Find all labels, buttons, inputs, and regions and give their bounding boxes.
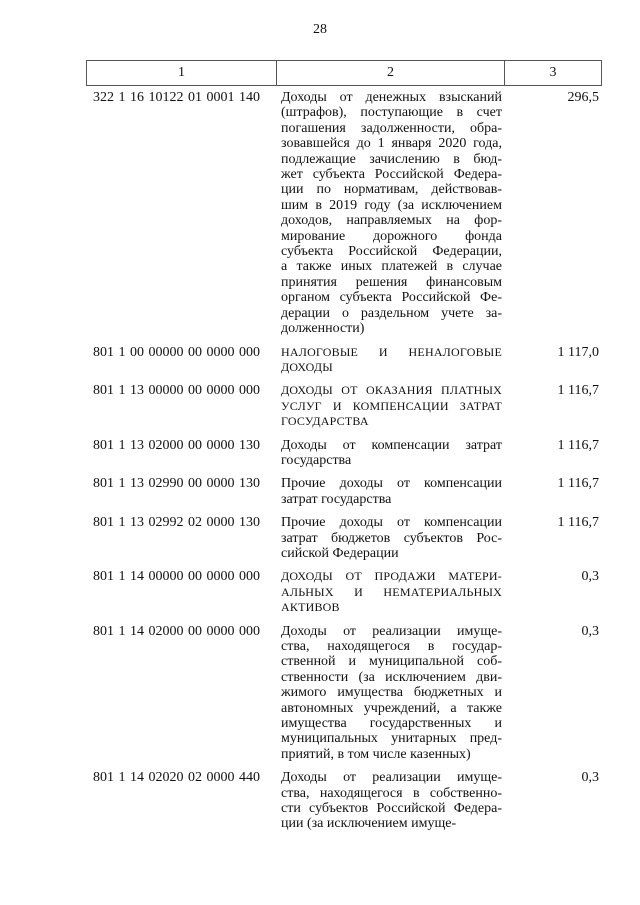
description-line: а также иных платежей в случае bbox=[281, 259, 502, 275]
revenue-description bbox=[281, 90, 502, 337]
revenue-code: 801 1 14 02000 00 0000 000 bbox=[93, 623, 260, 639]
description-line: дерации о раздельном учете за- bbox=[281, 305, 502, 321]
revenue-description bbox=[281, 383, 502, 429]
description-line: НАЛОГОВЫЕ И НЕНАЛОГОВЫЕ bbox=[281, 344, 502, 359]
amount-value: 0,3 bbox=[581, 623, 599, 639]
description-line: ства, находящегося в собственно- bbox=[281, 785, 502, 801]
revenue-code: 801 1 13 02992 02 0000 130 bbox=[93, 515, 260, 531]
description-line: принятия решения финансовым bbox=[281, 274, 502, 290]
revenue-description bbox=[281, 476, 502, 507]
column-header-1: 1 bbox=[87, 61, 277, 86]
table-row bbox=[93, 345, 599, 376]
amount-value: 0,3 bbox=[581, 569, 599, 585]
description-line: имущества государственных и bbox=[281, 716, 502, 732]
column-header-2: 2 bbox=[277, 61, 505, 86]
revenue-description bbox=[281, 438, 502, 469]
description-line: мирование дорожного фонда bbox=[281, 228, 502, 244]
description-line: жет субъекта Российской Федера- bbox=[281, 167, 502, 183]
description-line: сти субъектов Российской Федера- bbox=[281, 801, 502, 817]
description-line: органом субъекта Российской Фе- bbox=[281, 290, 502, 306]
revenue-description bbox=[281, 569, 502, 615]
description-line: ственной и муниципальной соб- bbox=[281, 654, 502, 670]
description-line: шим в 2019 году (за исключением bbox=[281, 197, 502, 213]
table-row bbox=[93, 383, 599, 429]
description-line: приятий, в том числе казенных) bbox=[281, 746, 471, 762]
description-line: АКТИВОВ bbox=[281, 600, 340, 615]
description-line: субъекта Российской Федерации, bbox=[281, 244, 502, 260]
revenue-description bbox=[281, 515, 502, 561]
table-row bbox=[93, 476, 599, 507]
description-line: ции по нормативам, действовав- bbox=[281, 182, 502, 198]
description-line: подлежащие зачислению в бюд- bbox=[281, 151, 502, 167]
description-line: Доходы от компенсации затрат bbox=[281, 437, 502, 453]
table-row bbox=[93, 770, 599, 832]
description-line: АЛЬНЫХ И НЕМАТЕРИАЛЬНЫХ bbox=[281, 584, 502, 599]
revenue-code: 801 1 00 00000 00 0000 000 bbox=[93, 344, 260, 360]
amount-value: 1 116,7 bbox=[557, 476, 599, 492]
table-row bbox=[93, 569, 599, 615]
revenue-code: 322 1 16 10122 01 0001 140 bbox=[93, 90, 260, 105]
revenue-code: 801 1 13 02000 00 0000 130 bbox=[93, 437, 260, 453]
table-row bbox=[93, 515, 599, 561]
amount-value: 1 117,0 bbox=[557, 344, 599, 360]
description-line: ДОХОДЫ ОТ ПРОДАЖИ МАТЕРИ- bbox=[281, 569, 502, 584]
description-line: муниципальных унитарных пред- bbox=[281, 731, 502, 747]
description-line: затрат государства bbox=[281, 491, 392, 507]
description-line: Доходы от реализации имуще- bbox=[281, 770, 502, 786]
revenue-code: 801 1 14 02020 02 0000 440 bbox=[93, 770, 260, 786]
revenue-description bbox=[281, 345, 502, 376]
revenue-code: 801 1 13 00000 00 0000 000 bbox=[93, 383, 260, 399]
description-line: Доходы от реализации имуще- bbox=[281, 623, 502, 639]
description-line: ственности (за исключением дви- bbox=[281, 669, 502, 685]
description-line: зовавшейся до 1 января 2020 года, bbox=[281, 136, 502, 152]
description-line: ДОХОДЫ bbox=[281, 359, 333, 374]
description-line: жимого имущества бюджетных и bbox=[281, 685, 502, 701]
table-row bbox=[93, 90, 599, 337]
description-line: ДОХОДЫ ОТ ОКАЗАНИЯ ПЛАТНЫХ bbox=[281, 383, 502, 398]
description-line: погашения задолженности, обра- bbox=[281, 120, 502, 136]
amount-value: 1 116,7 bbox=[557, 437, 599, 453]
amount-value: 1 116,7 bbox=[557, 515, 599, 531]
page-number: 28 bbox=[313, 22, 327, 37]
description-line: автономных учреждений, а также bbox=[281, 700, 502, 716]
revenue-description bbox=[281, 770, 502, 832]
revenue-code: 801 1 14 00000 00 0000 000 bbox=[93, 569, 260, 585]
description-line: Прочие доходы от компенсации bbox=[281, 476, 502, 492]
amount-value: 1 116,7 bbox=[557, 383, 599, 399]
table-header bbox=[86, 60, 602, 86]
description-line: доходов, направляемых на фор- bbox=[281, 213, 502, 229]
description-line: государства bbox=[281, 452, 352, 468]
revenue-description bbox=[281, 624, 502, 763]
description-line: сийской Федерации bbox=[281, 545, 399, 561]
table-row bbox=[93, 438, 599, 469]
description-line: (штрафов), поступающие в счет bbox=[281, 105, 502, 121]
description-line: затрат бюджетов субъектов Рос- bbox=[281, 530, 502, 546]
table-row bbox=[93, 624, 599, 763]
description-line: ства, находящегося в государ- bbox=[281, 639, 502, 654]
description-line: ГОСУДАРСТВА bbox=[281, 414, 369, 429]
amount-value: 296,5 bbox=[567, 90, 599, 105]
description-line: ции (за исключением имуще- bbox=[281, 816, 457, 832]
description-line: Прочие доходы от компенсации bbox=[281, 515, 502, 531]
description-line: Доходы от денежных взысканий bbox=[281, 90, 502, 105]
revenue-code: 801 1 13 02990 00 0000 130 bbox=[93, 476, 260, 492]
amount-value: 0,3 bbox=[581, 770, 599, 786]
description-line: долженности) bbox=[281, 321, 365, 337]
table-body bbox=[93, 90, 599, 840]
description-line: УСЛУГ И КОМПЕНСАЦИИ ЗАТРАТ bbox=[281, 398, 502, 413]
column-header-3: 3 bbox=[505, 61, 602, 86]
